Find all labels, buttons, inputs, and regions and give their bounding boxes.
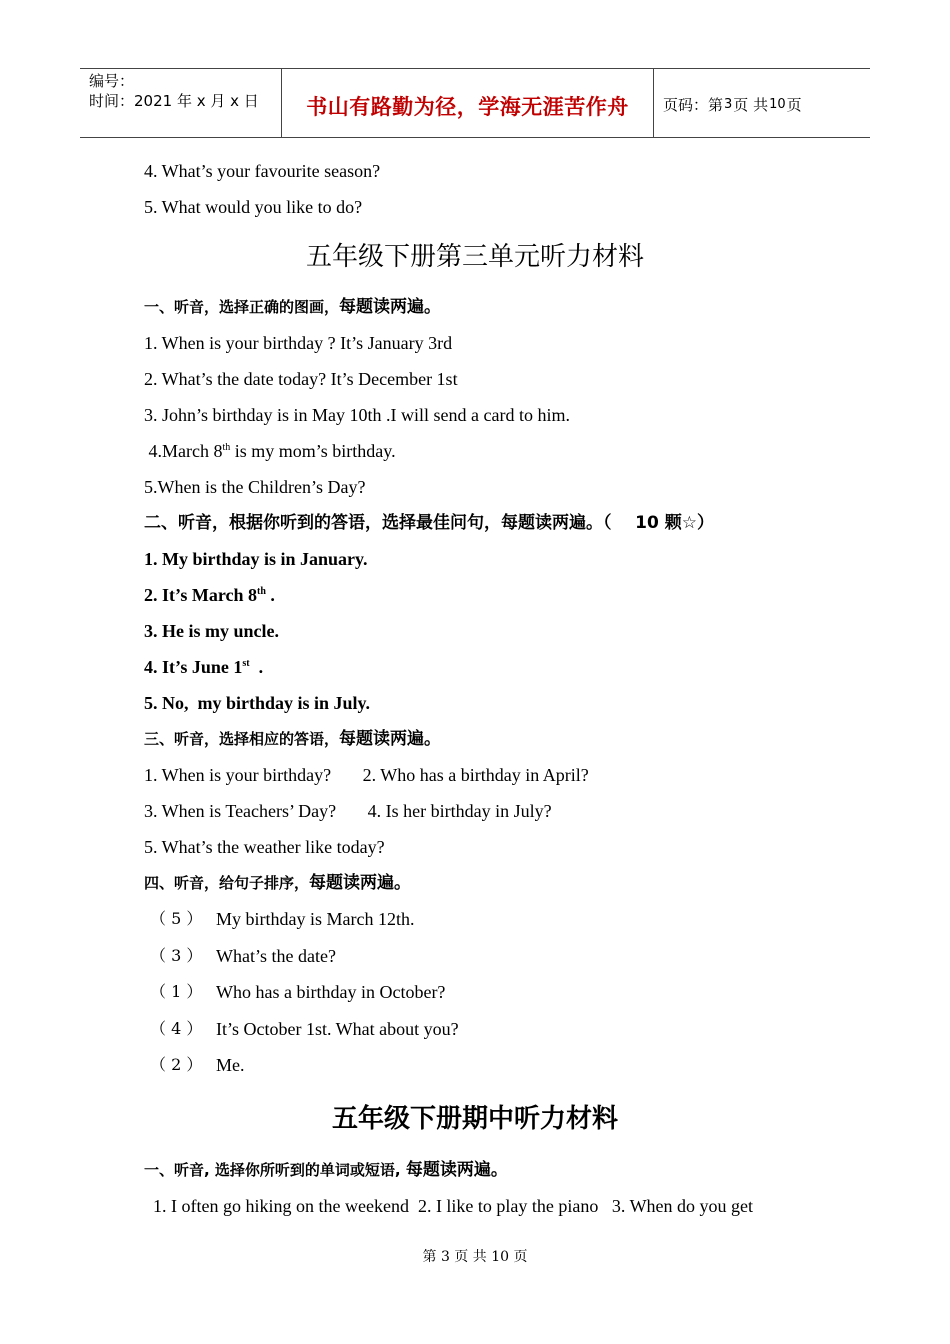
order-number: （ 4 ）: [150, 1018, 203, 1038]
section-title-unit3: 五年级下册第三单元听力材料: [305, 242, 644, 272]
heading-text: 四、听音，给句子排序，: [144, 874, 310, 892]
heading-text: 一、听音, 选择你所听到的单词或短语,: [144, 1160, 406, 1179]
heading-emphasis: 每题读两遍。: [339, 297, 442, 317]
text-line: 3. John’s birthday is in May 10th .I will send a card to him.: [144, 405, 570, 425]
section-heading-4: [144, 865, 884, 901]
order-item: [144, 974, 884, 1011]
text-line: 3. He is my uncle.: [144, 621, 279, 641]
text-line: 1. My birthday is in January.: [144, 549, 368, 569]
text-fragment: 2. It’s March 8: [144, 585, 257, 605]
text-line: 5.When is the Children’s Day?: [144, 477, 366, 497]
text-line: [144, 433, 884, 469]
text-line: 2. What’s the date today? It’s December 1st: [144, 369, 458, 389]
text-line: 5. What’s the weather like today?: [144, 837, 385, 857]
order-text: What’s the date?: [216, 945, 336, 966]
superscript: th: [256, 586, 266, 597]
order-text: Me.: [216, 1055, 245, 1075]
text-line: 5. No, my birthday is in July.: [144, 693, 371, 713]
heading-emphasis: 每题读两遍。: [405, 1159, 508, 1180]
order-text: It’s October 1st. What about you?: [216, 1018, 459, 1039]
section-heading-2: 二、听音，根据你听到的答语，选择最佳问句，每题读两遍。（ 10 颗☆）: [144, 513, 714, 533]
heading-emphasis: 每题读两遍。: [339, 729, 442, 749]
superscript: st: [242, 658, 250, 669]
text-fragment: .: [249, 657, 264, 677]
text-line: 1. When is your birthday ? It’s January 3rd: [144, 333, 453, 353]
page-footer: 第 3 页 共 10 页: [422, 1249, 528, 1265]
header-meta: [80, 69, 281, 137]
text-fragment: 4. It’s June 1: [144, 657, 243, 677]
heading-text: 一、听音，选择正确的图画，: [144, 298, 340, 316]
page-total: 10: [769, 97, 786, 112]
order-number: （ 3 ）: [150, 945, 203, 965]
text-fragment: 4.March 8: [144, 441, 223, 461]
order-item: [144, 938, 884, 975]
order-item: [144, 1047, 884, 1084]
text-line: 1. I often go hiking on the weekend 2. I like to play the piano 3. When do you get: [144, 1195, 754, 1216]
page-current: 3: [724, 97, 733, 112]
text-line: [144, 577, 884, 613]
text-line: 3. When is Teachers’ Day? 4. Is her birthday in July?: [144, 801, 552, 821]
header-motto: 书山有路勤为径，学海无涯苦作舟: [281, 69, 654, 137]
text-line: 5. What would you like to do?: [144, 197, 363, 217]
section-heading-3: [144, 721, 884, 757]
text-line: [144, 649, 884, 685]
document-body: [144, 153, 884, 1224]
order-number: （ 2 ）: [150, 1055, 203, 1074]
section-title-midterm: 五年级下册期中听力材料: [331, 1103, 618, 1134]
page-header: [80, 68, 870, 138]
code-label: 编号：: [89, 72, 135, 90]
page-prefix: 页码：第: [663, 96, 724, 114]
text-fragment: .: [265, 585, 275, 605]
text-line: 4. What’s your favourite season?: [144, 161, 381, 181]
order-item: [144, 901, 884, 938]
section-heading-1: [144, 289, 884, 325]
page-mid: 页 共: [733, 96, 769, 114]
order-number: （ 5 ）: [150, 909, 203, 928]
header-page-info: [654, 69, 870, 137]
order-item: [144, 1011, 884, 1048]
superscript: th: [222, 442, 231, 453]
order-text: Who has a birthday in October?: [216, 982, 446, 1002]
time-label: 时间：2021 年 x 月 x 日: [89, 92, 259, 110]
text-line: 1. When is your birthday? 2. Who has a birthday in April?: [144, 765, 589, 785]
page-suffix: 页: [786, 96, 802, 114]
heading-text: 三、听音，选择相应的答语，: [144, 730, 340, 748]
heading-emphasis: 每题读两遍。: [309, 873, 412, 893]
order-text: My birthday is March 12th.: [216, 909, 415, 929]
section-heading-midterm-1: [144, 1152, 884, 1188]
text-fragment: is my mom’s birthday.: [230, 441, 396, 461]
order-number: （ 1 ）: [150, 982, 203, 1001]
